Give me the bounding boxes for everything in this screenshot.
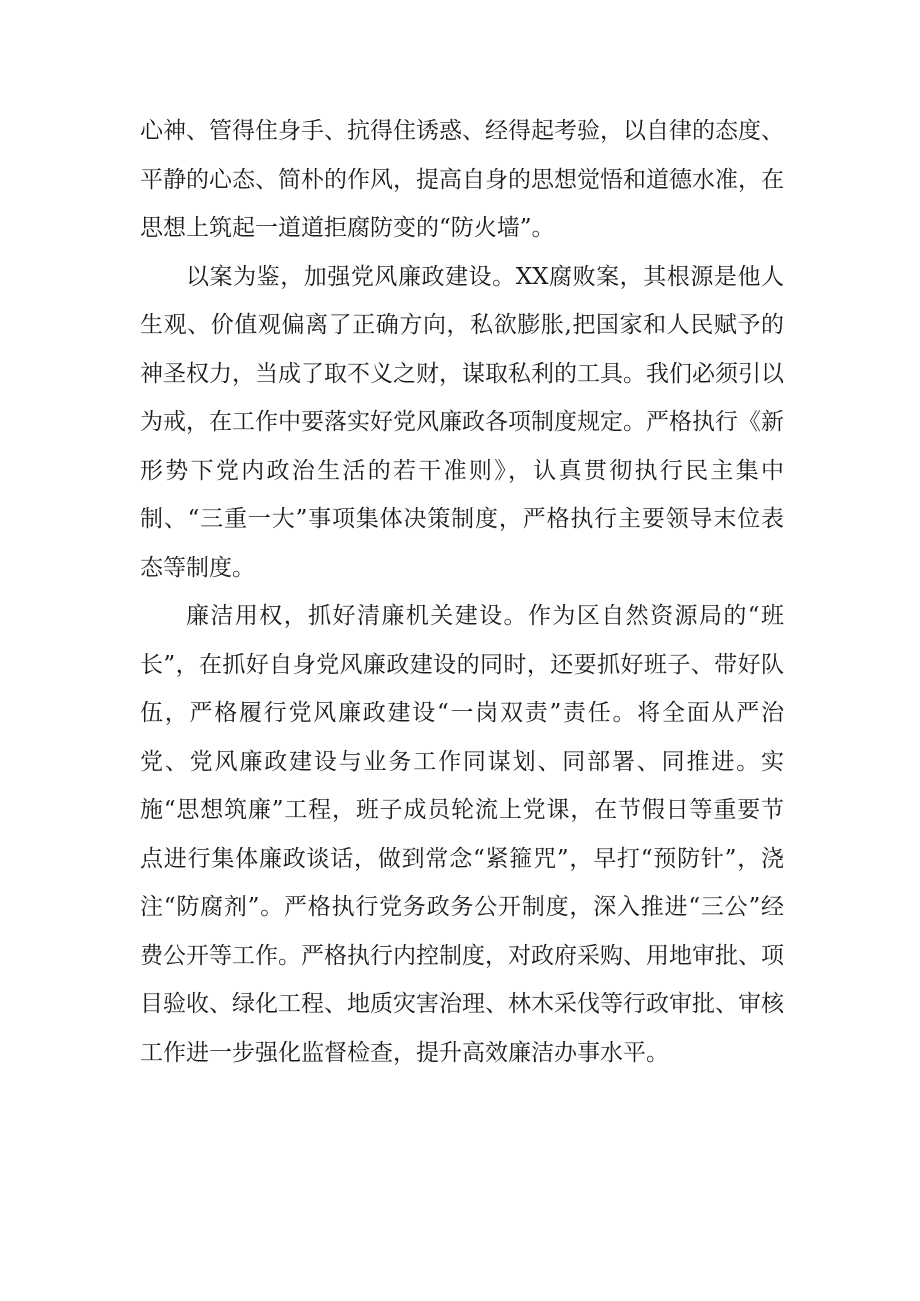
paragraph-continued: 心神、管得住身手、抗得住诱惑、经得起考验，以自律的态度、平静的心态、简朴的作风，提高自身的思想觉悟和道德水准，在思想上筑起一道道拒腐防变的“防火墙”。 [140, 118, 784, 241]
paragraph-clean-power: 廉洁用权，抓好清廉机关建设。作为区自然资源局的“班长”，在抓好自身党风廉政建设的同时，还要抓好班子、带好队伍，严格履行党风廉政建设“一岗双责”责任。将全面从严治党、党风廉政建设与业务工作同谋划、同部署、同推进。实施“思想筑廉”工程，班子成员轮流上党课，在节假日等重要节点进行集体廉政谈话，做到常念“紧箍咒”，早打“预防针”，浇注“防腐剂”。严格执行党务政务公开制度，深入推进“三公”经费公开等工作。严格执行内控制度，对政府采购、用地审批、项目验收、绿化工程、地质灾害治理、林木采伐等行政审批、审核工作进一步强化监督检查，提升高效廉洁办事水平。 [140, 603, 784, 1066]
document-body [140, 107, 784, 1077]
paragraph-case-lesson: 以案为鉴，加强党风廉政建设。XX腐败案，其根源是他人生观、价值观偏离了正确方向，私欲膨胀,把国家和人民赋予的神圣权力，当成了取不义之财，谋取私利的工具。我们必须引以为戒，在工作中要落实好党风廉政各项制度规定。严格执行《新形势下党内政治生活的若干准则》，认真贯彻执行民主集中制、“三重一大”事项集体决策制度，严格执行主要领导末位表态等制度。 [140, 263, 784, 581]
